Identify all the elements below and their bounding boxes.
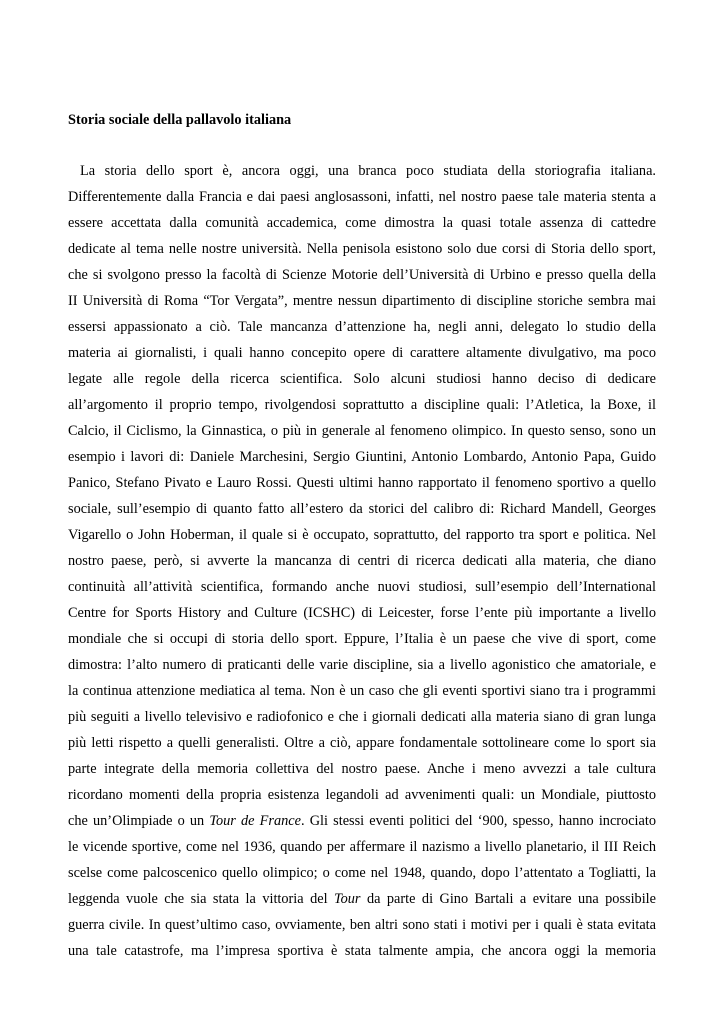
paragraph-line — [68, 392, 656, 418]
line-text: essere accettata dalla comunità accademica, come dimostra la quasi totale assenza di cattedre — [68, 215, 656, 232]
line-text: più seguiti a livello televisivo e radiofonico e che i giornali dedicati alla materia siano di gran lunga — [68, 709, 656, 726]
line-text: sociale, sull’esempio di quanto fatto all’estero da storici del calibro di: Richard Mandell, Georges — [68, 501, 656, 518]
paragraph-line — [68, 782, 656, 808]
paragraph-line — [68, 860, 656, 886]
line-text: scelse come palcoscenico quello olimpico; o come nel 1948, quando, dopo l’attentato a Togliatti, la — [68, 865, 656, 882]
line-text: ricordano momenti della propria esistenza legandoli ad avvenimenti quali: un Mondiale, piuttosto — [68, 787, 656, 804]
paragraph-line — [68, 418, 656, 444]
line-text: guerra civile. In quest’ultimo caso, ovviamente, ben altri sono stati i motivi per i quali è stata evitata — [68, 917, 656, 934]
paragraph-line — [68, 366, 656, 392]
line-text: Centre for Sports History and Culture (ICSHC) di Leicester, forse l’ente più importante a livello — [68, 605, 656, 622]
document-title: Storia sociale della pallavolo italiana — [68, 112, 292, 128]
line-text: nostro paese, però, si avverte la mancanza di centri di ricerca dedicati alla materia, che diano — [68, 553, 656, 570]
line-text: all’argomento il proprio tempo, rivolgendosi soprattutto a discipline quali: l’Atletica, la Boxe, il — [68, 397, 656, 414]
paragraph-line — [68, 288, 656, 314]
paragraph-line — [68, 886, 656, 912]
line-text: La storia dello sport è, ancora oggi, una branca poco studiata della storiografia italiana. — [80, 163, 656, 179]
italic-text: Tour de France — [209, 813, 301, 830]
paragraph-line — [68, 730, 656, 756]
line-text: dimostra: l’alto numero di praticanti delle varie discipline, sia a livello agonistico che amatoriale, e — [68, 657, 656, 674]
paragraph-line — [68, 314, 656, 340]
paragraph-line — [68, 210, 656, 236]
line-text: che si svolgono presso la facoltà di Scienze Motorie dell’Università di Urbino e presso quella della — [68, 267, 656, 284]
document-body — [68, 158, 656, 964]
line-text: essersi appassionato a ciò. Tale mancanza d’attenzione ha, negli anni, delegato lo studio della — [68, 319, 656, 336]
line-text: materia ai giornalisti, i quali hanno concepito opere di carattere altamente divulgativo, ma poco — [68, 345, 656, 362]
paragraph-line — [68, 444, 656, 470]
paragraph-line — [68, 262, 656, 288]
line-text: . Gli stessi eventi politici del ‘900, spesso, hanno incrociato — [300, 813, 656, 830]
paragraph-line — [68, 496, 656, 522]
line-text: una tale catastrofe, ma l’impresa sportiva è stata talmente ampia, che ancora oggi la memoria — [68, 943, 656, 960]
line-text: Vigarello o John Hoberman, il quale si è occupato, soprattutto, del rapporto tra sport e politica. Nel — [68, 527, 656, 544]
line-text: la continua attenzione mediatica al tema. Non è un caso che gli eventi sportivi siano tra i programmi — [68, 683, 656, 700]
line-text: mondiale che si occupi di storia dello sport. Eppure, l’Italia è un paese che vive di sport, come — [68, 631, 656, 648]
paragraph-line — [68, 184, 656, 210]
line-text: dedicate al tema nelle nostre università. Nella penisola esistono solo due corsi di Storia dello sport, — [68, 241, 656, 258]
paragraph-line — [68, 834, 656, 860]
line-text: legate alle regole della ricerca scientifica. Solo alcuni studiosi hanno deciso di dedicare — [68, 371, 656, 388]
paragraph-line — [68, 600, 656, 626]
italic-text: Tour — [334, 891, 361, 908]
line-text: Differentemente dalla Francia e dai paesi anglosassoni, infatti, nel nostro paese tale materia stenta a — [68, 189, 656, 206]
line-text: leggenda vuole che sia stata la vittoria del — [68, 891, 334, 908]
paragraph-line — [68, 626, 656, 652]
line-text: le vicende sportive, come nel 1936, quando per affermare il nazismo a livello planetario, il III Reich — [68, 839, 656, 856]
line-text: continuità all’attività scientifica, formando anche nuovi studiosi, sull’esempio dell’International — [68, 579, 656, 596]
line-text: Panico, Stefano Pivato e Lauro Rossi. Questi ultimi hanno rapportato il fenomeno sportivo a quello — [68, 475, 656, 492]
paragraph-line — [68, 236, 656, 262]
paragraph-line — [68, 808, 656, 834]
paragraph-line — [68, 678, 656, 704]
paragraph-line — [68, 652, 656, 678]
paragraph-line — [68, 938, 656, 964]
line-text: che un’Olimpiade o un — [68, 813, 210, 830]
paragraph-line — [68, 756, 656, 782]
paragraph-line — [68, 340, 656, 366]
line-text: II Università di Roma “Tor Vergata”, mentre nessun dipartimento di discipline storiche sembra mai — [68, 293, 656, 310]
paragraph-line — [68, 574, 656, 600]
line-text: esempio i lavori di: Daniele Marchesini, Sergio Giuntini, Antonio Lombardo, Antonio Papa, Guido — [68, 449, 656, 466]
paragraph-line — [68, 912, 656, 938]
line-text: più letti rispetto a quelli generalisti. Oltre a ciò, appare fondamentale sottolineare come lo sport sia — [68, 735, 656, 752]
line-text: da parte di Gino Bartali a evitare una possibile — [360, 891, 656, 908]
paragraph-line — [68, 522, 656, 548]
line-text: parte integrate della memoria collettiva del nostro paese. Anche i meno avvezzi a tale cultura — [68, 761, 656, 778]
line-text: Calcio, il Ciclismo, la Ginnastica, o più in generale al fenomeno olimpico. In questo senso, sono un — [68, 423, 656, 440]
paragraph-line — [68, 470, 656, 496]
paragraph-line — [68, 158, 656, 184]
paragraph-line — [68, 704, 656, 730]
paragraph-line — [68, 548, 656, 574]
